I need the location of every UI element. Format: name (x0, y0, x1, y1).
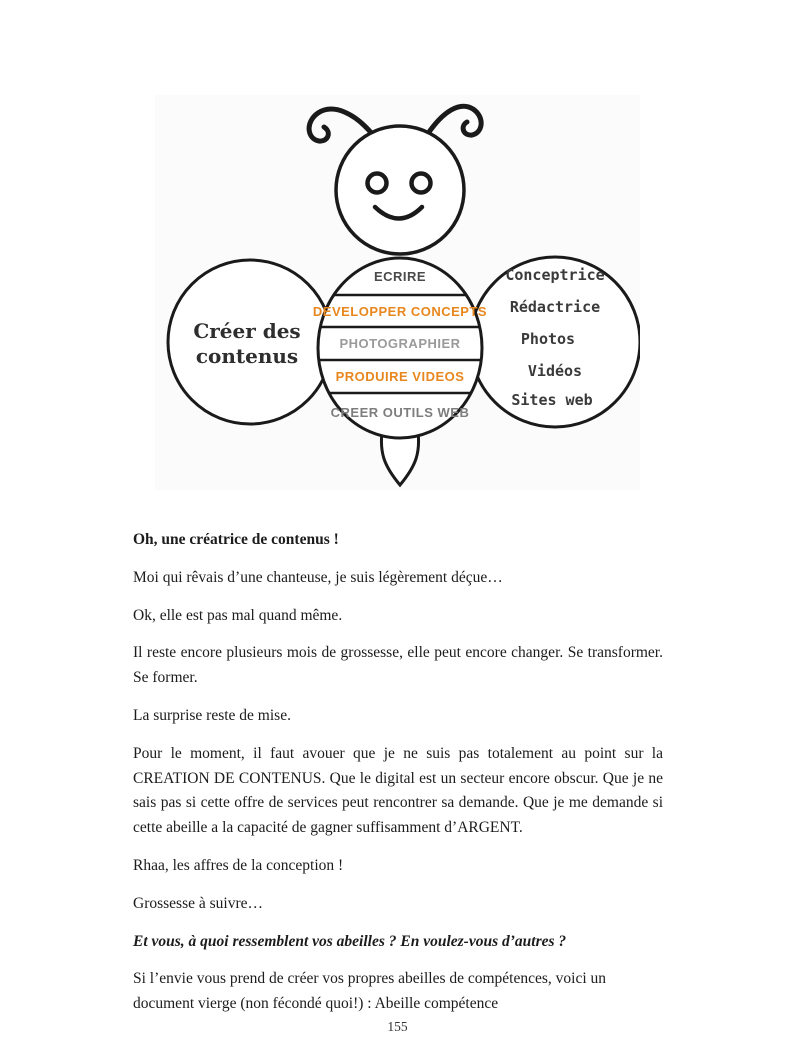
bee-diagram (155, 95, 640, 490)
stripe-label-developper-concepts: DEVELOPPER CONCEPTS (312, 304, 488, 319)
paragraph: Grossesse à suivre… (133, 894, 264, 912)
bee-head (309, 106, 481, 254)
right-wing-item-photos: Photos (520, 330, 576, 348)
paragraph-question: Et vous, à quoi ressemblent vos abeilles ? En voulez-vous d’autres ? (133, 932, 567, 950)
paragraph: Pour le moment, il faut avouer que je ne suis pas totalement au point sur la CREATION DE CONTENUS. Que le digital est un secteur encore obscur. Que je ne sais pas si cette offre de services peut rencontrer sa demande. Que je me demande si cette abeille a la capacité de gagner suffisamment d’ARGENT. (133, 744, 663, 837)
head-circle (336, 126, 464, 254)
stripe-label-creer-outils-web: CREER OUTILS WEB (330, 405, 470, 420)
bee-svg (155, 95, 640, 490)
right-wing-item-conceptrice: Conceptrice (505, 266, 605, 284)
page-number: 155 (387, 1019, 408, 1034)
right-wing-item-sites-web: Sites web (511, 391, 593, 409)
paragraph: Il reste encore plusieurs mois de grossesse, elle peut encore changer. Se transformer. Se former. (133, 644, 663, 687)
paragraph: Rhaa, les affres de la conception ! (133, 856, 344, 874)
right-wing-item-videos: Vidéos (527, 362, 583, 380)
stripe-label-ecrire: ECRIRE (373, 269, 427, 284)
body-text (133, 528, 663, 1030)
left-wing-label-line2: contenus (195, 344, 299, 368)
right-wing-item-redactrice: Rédactrice (509, 298, 601, 316)
paragraph-heading: Oh, une créatrice de contenus ! (133, 531, 339, 548)
left-wing-label-line1: Créer des (193, 319, 301, 343)
paragraph: Moi qui rêvais d’une chanteuse, je suis légèrement déçue… (133, 568, 503, 586)
right-antenna (427, 106, 481, 135)
stripe-label-photographier: PHOTOGRAPHIER (339, 336, 461, 351)
paragraph: Si l’envie vous prend de créer vos propres abeilles de compétences, voici un document vierge (non fécondé quoi!) : Abeille compétence (133, 970, 607, 1013)
paragraph: La surprise reste de mise. (133, 706, 291, 724)
stripe-label-produire-videos: PRODUIRE VIDEOS (335, 369, 465, 384)
paragraph: Ok, elle est pas mal quand même. (133, 606, 343, 624)
